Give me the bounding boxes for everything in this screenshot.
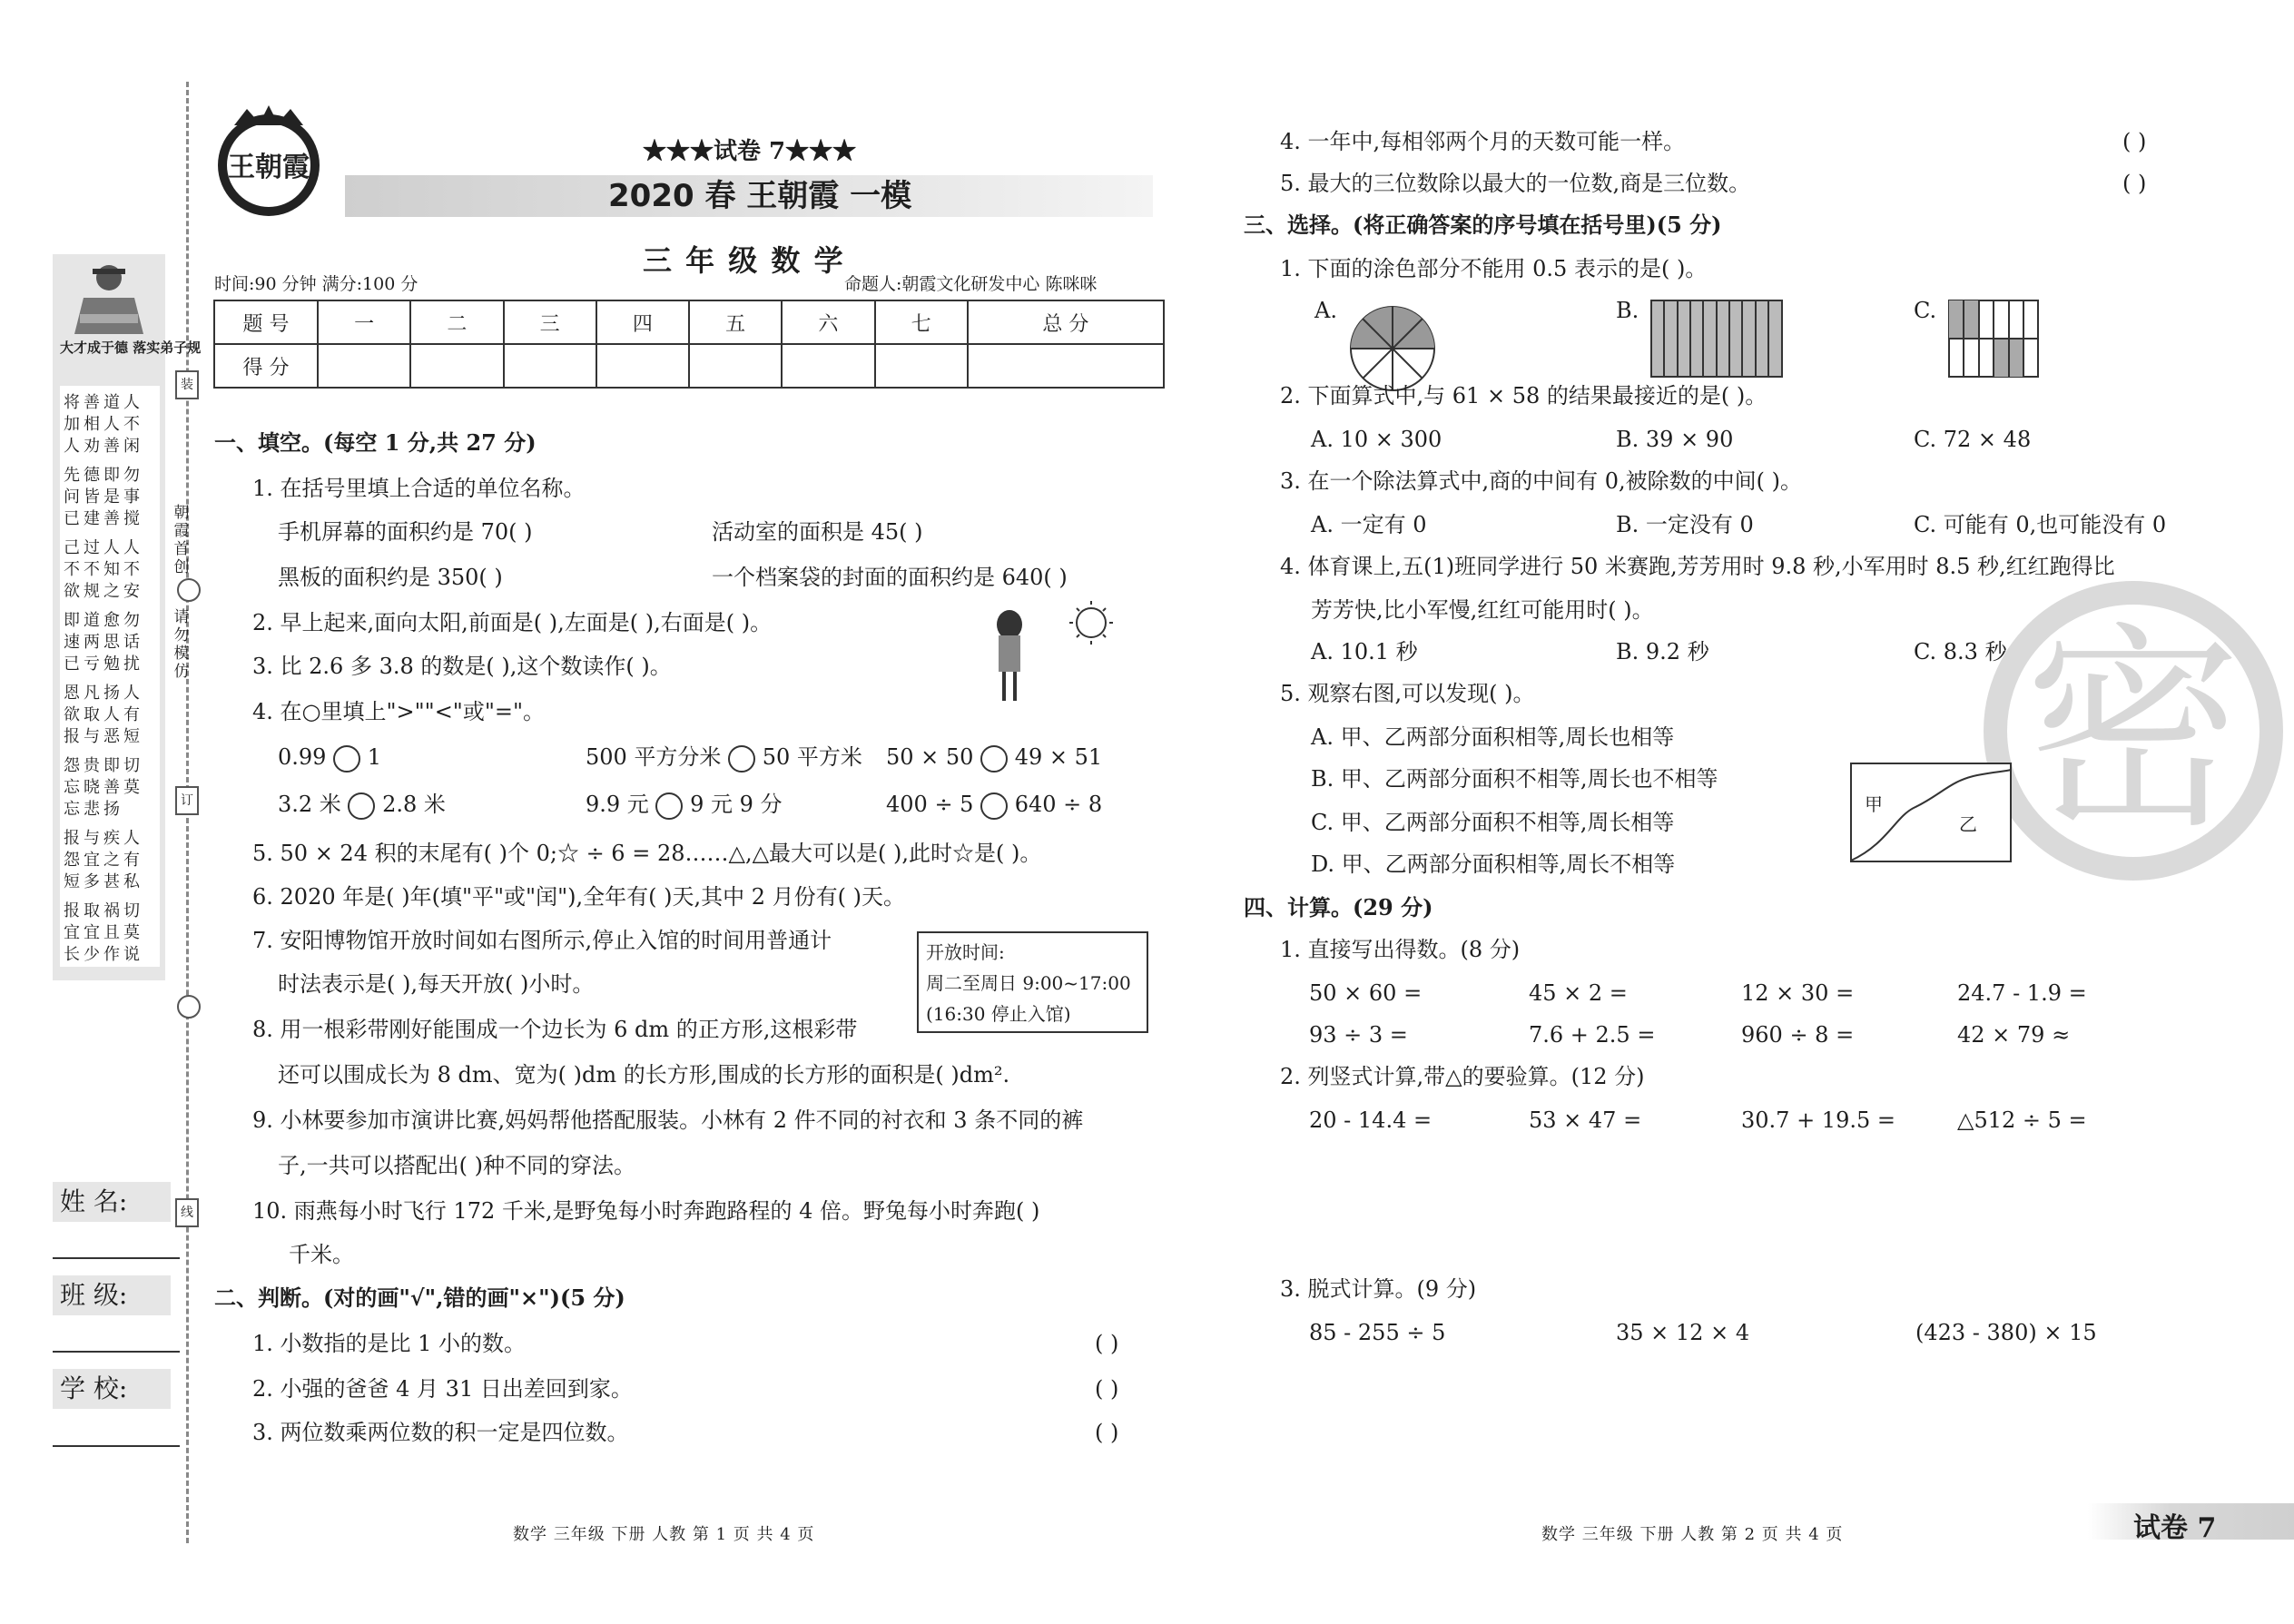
score-header-6: 六: [782, 300, 874, 344]
s1-q10a: 10. 雨燕每小时飞行 172 千米,是野兔每小时奔跑路程的 4 倍。野兔每小时奔跑( ): [252, 1198, 1040, 1224]
s4-p2-c2: 53 × 47 =: [1529, 1107, 1642, 1133]
score-cell[interactable]: [875, 344, 968, 388]
compare-circle-input[interactable]: [348, 792, 375, 820]
score-cell[interactable]: [410, 344, 503, 388]
s1-q1: 1. 在括号里填上合适的单位名称。: [252, 476, 586, 501]
footer-left: 数学 三年级 下册 人教 第 1 页 共 4 页: [513, 1525, 815, 1544]
s1-q7a: 7. 安阳博物馆开放时间如右图所示,停止入馆的时间用普通计: [252, 928, 832, 953]
s4-p1-r1-c2: 45 × 2 =: [1529, 980, 1628, 1006]
s3-q5-opt-c: C. 甲、乙两部分面积不相等,周长相等: [1311, 810, 1675, 835]
proverb-block: 将善道人加相人不人劝善闲: [64, 393, 143, 456]
s1-q5: 5. 50 × 24 积的末尾有( )个 0;☆ ÷ 6 = 28……△,△最大可以是( ),此时☆是( )。: [252, 841, 1042, 866]
score-header-7: 七: [875, 300, 968, 344]
s1-q4a: 0.99 1: [278, 743, 381, 773]
school-line[interactable]: [53, 1445, 180, 1447]
brand-logo-icon: [207, 98, 330, 221]
time-info: 时间:90 分钟 满分:100 分: [214, 274, 418, 294]
s2-q5: 5. 最大的三位数除以最大的一位数,商是三位数。: [1280, 171, 1751, 196]
proverb-block: 报与疾人怨宜之有短多甚私: [64, 829, 143, 891]
score-cell[interactable]: [782, 344, 874, 388]
s3-q4a: 4. 体育课上,五(1)班同学进行 50 米赛跑,芳芳用时 9.8 秒,小军用时 8.5 秒,红红跑得比: [1280, 554, 2115, 579]
bar-fraction-figure: [1650, 300, 1783, 378]
author-info: 命题人:朝霞文化研发中心 陈咪咪: [844, 274, 1098, 294]
s3-q1-opt-b: B.: [1616, 298, 1639, 323]
s4-p2-c3: 30.7 + 19.5 =: [1741, 1107, 1895, 1133]
s4-p1: 1. 直接写出得数。(8 分): [1280, 937, 1521, 962]
exam-title: 2020 春 王朝霞 一模: [608, 178, 912, 214]
s1-q4b: 500 平方分米 50 平方米: [586, 743, 862, 773]
s4-p1-r1-c3: 12 × 30 =: [1741, 980, 1855, 1006]
score-cell[interactable]: [968, 344, 1164, 388]
score-header-4: 四: [596, 300, 689, 344]
s3-q1: 1. 下面的涂色部分不能用 0.5 表示的是( )。: [1280, 256, 1708, 281]
hours-line-3: (16:30 停止入馆): [926, 1003, 1071, 1025]
s3-q2-opt-a: A. 10 × 300: [1311, 427, 1442, 452]
figure-label-jia: 甲: [1865, 793, 1883, 815]
binding-mark-2: 订: [175, 786, 199, 815]
proverb-block: 先德即勿问皆是事已建善搅: [64, 466, 143, 528]
class-line[interactable]: [53, 1351, 180, 1353]
name-line[interactable]: [53, 1257, 180, 1259]
proverb-block: 怨贵即切忘晓善莫忘悲扬: [64, 756, 143, 819]
s4-p1-r2-c2: 7.6 + 2.5 =: [1529, 1022, 1656, 1048]
s1-q7b: 时法表示是( ),每天开放( )小时。: [278, 971, 595, 997]
s1-q9a: 9. 小林要参加市演讲比赛,妈妈帮他搭配服装。小林有 2 件不同的衬衣和 3 条不同的裤: [252, 1107, 1084, 1133]
s1-q4e: 9.9 元 9 元 9 分: [586, 790, 783, 820]
s4-p1-r1-c4: 24.7 - 1.9 =: [1957, 980, 2087, 1006]
s1-q9b: 子,一共可以搭配出( )种不同的穿法。: [278, 1153, 635, 1178]
s3-q1-opt-a: A.: [1314, 298, 1337, 323]
s1-q4d: 3.2 米 2.8 米: [278, 790, 446, 820]
binding-mark-3: 线: [175, 1198, 199, 1227]
s3-q2-opt-c: C. 72 × 48: [1914, 427, 2032, 452]
s2-q1: 1. 小数指的是比 1 小的数。: [252, 1331, 527, 1356]
confidential-watermark-char: 密: [2023, 604, 2242, 858]
s1-q4: 4. 在○里填上">""<"或"="。: [252, 699, 546, 724]
s3-q4-opt-b: B. 9.2 秒: [1616, 639, 1709, 664]
compare-circle-input[interactable]: [333, 745, 360, 773]
paper-number: ★★★试卷 7★★★: [643, 138, 857, 165]
s3-q2: 2. 下面算式中,与 61 × 58 的结果最接近的是( )。: [1280, 383, 1767, 408]
s1-q2: 2. 早上起来,面向太阳,前面是( ),左面是( ),右面是( )。: [252, 610, 773, 635]
s3-q4-opt-c: C. 8.3 秒: [1914, 639, 2007, 664]
school-label: 学 校:: [53, 1369, 171, 1409]
score-cell[interactable]: [689, 344, 782, 388]
s1-q8a: 8. 用一根彩带刚好能围成一个边长为 6 dm 的正方形,这根彩带: [252, 1017, 858, 1042]
cut-note-1: 朝霞首创: [173, 504, 190, 576]
s3-q5-opt-d: D. 甲、乙两部分面积相等,周长不相等: [1311, 851, 1676, 877]
footer-right: 数学 三年级 下册 人教 第 2 页 共 4 页: [1541, 1525, 1844, 1544]
score-row-label: 得 分: [214, 344, 318, 388]
proverb-block: 即道愈勿速两思话已亏勉扰: [64, 611, 143, 674]
s4-p1-r2-c1: 93 ÷ 3 =: [1309, 1022, 1408, 1048]
score-cell[interactable]: [596, 344, 689, 388]
section2-title: 二、判断。(对的画"√",错的画"×")(5 分): [214, 1284, 625, 1311]
section1-title: 一、填空。(每空 1 分,共 27 分): [214, 429, 537, 456]
score-cell[interactable]: [504, 344, 596, 388]
binding-mark-1: 装: [175, 370, 199, 399]
s1-q1d: 一个档案袋的封面的面积约是 640( ): [712, 565, 1068, 590]
hours-line-1: 开放时间:: [926, 941, 1005, 963]
cut-note-2: 请勿模仿: [173, 608, 190, 681]
s2-q3: 3. 两位数乘两位数的积一定是四位数。: [252, 1420, 629, 1445]
s1-q3: 3. 比 2.6 多 3.8 的数是( ),这个数读作( )。: [252, 654, 672, 679]
motto: 大才成于德 落实弟子规: [60, 340, 202, 356]
section4-title: 四、计算。(29 分): [1244, 894, 1433, 920]
s4-p1-r2-c3: 960 ÷ 8 =: [1741, 1022, 1855, 1048]
compare-circle-input[interactable]: [980, 792, 1008, 820]
s4-p3-c1: 85 - 255 ÷ 5: [1309, 1320, 1446, 1345]
s2-q4-paren[interactable]: ( ): [2122, 129, 2147, 154]
s3-q3-opt-a: A. 一定有 0: [1311, 512, 1427, 537]
proverb-block: 恩凡扬人欲取人有报与恶短: [64, 684, 143, 746]
s3-q5: 5. 观察右图,可以发现( )。: [1280, 681, 1535, 706]
s3-q3-opt-b: B. 一定没有 0: [1616, 512, 1754, 537]
s2-q4: 4. 一年中,每相邻两个月的天数可能一样。: [1280, 129, 1686, 154]
s4-p2: 2. 列竖式计算,带△的要验算。(12 分): [1280, 1064, 1645, 1089]
s4-p3-c2: 35 × 12 × 4: [1616, 1320, 1750, 1345]
s4-p3: 3. 脱式计算。(9 分): [1280, 1276, 1477, 1302]
score-header-1: 一: [318, 300, 410, 344]
compare-circle-input[interactable]: [980, 745, 1008, 773]
hole-1: [177, 578, 201, 602]
score-header-label: 题 号: [214, 300, 318, 344]
girl-sun-illustration: [989, 599, 1117, 708]
scholar-illustration: [62, 261, 156, 336]
s3-q3-opt-c: C. 可能有 0,也可能没有 0: [1914, 512, 2167, 537]
score-cell[interactable]: [318, 344, 410, 388]
s1-q6: 6. 2020 年是( )年(填"平"或"闰"),全年有( )天,其中 2 月份有( )天。: [252, 884, 905, 910]
s1-q4f: 400 ÷ 5 640 ÷ 8: [886, 790, 1102, 820]
s4-p2-c4: △512 ÷ 5 =: [1957, 1107, 2087, 1133]
name-label: 姓 名:: [53, 1182, 171, 1222]
s1-q1b: 活动室的面积是 45( ): [712, 519, 923, 545]
score-header-3: 三: [504, 300, 596, 344]
compare-circle-input[interactable]: [655, 792, 683, 820]
compare-circle-input[interactable]: [728, 745, 755, 773]
proverb-block: 报取祸切宜宜且莫长少作说: [64, 901, 143, 964]
svg-text:王朝霞: 王朝霞: [228, 152, 310, 183]
s2-q3-paren[interactable]: ( ): [1095, 1420, 1119, 1445]
s4-p1-r2-c4: 42 × 79 ≈: [1957, 1022, 2071, 1048]
class-label: 班 级:: [53, 1275, 171, 1315]
figure-label-yi: 乙: [1959, 813, 1977, 835]
s1-q1a: 手机屏幕的面积约是 70( ): [278, 519, 533, 545]
s1-q1c: 黑板的面积约是 350( ): [278, 565, 503, 590]
footer-badge: 试卷 7: [2133, 1512, 2217, 1544]
score-header-total: 总 分: [968, 300, 1164, 344]
s2-q1-paren[interactable]: ( ): [1095, 1331, 1119, 1356]
score-header-5: 五: [689, 300, 782, 344]
s3-q4b: 芳芳快,比小军慢,红红可能用时( )。: [1311, 597, 1654, 623]
s3-q5-opt-b: B. 甲、乙两部分面积不相等,周长也不相等: [1311, 766, 1718, 792]
score-table: [213, 300, 1165, 389]
subject-title: 三 年 级 数 学: [643, 243, 845, 278]
grid-fraction-figure: [1948, 300, 2039, 378]
score-header-2: 二: [410, 300, 503, 344]
s3-q3: 3. 在一个除法算式中,商的中间有 0,被除数的中间( )。: [1280, 468, 1803, 494]
s1-q4c: 50 × 50 49 × 51: [886, 743, 1102, 773]
s4-p2-c1: 20 - 14.4 =: [1309, 1107, 1433, 1133]
section3-title: 三、选择。(将正确答案的序号填在括号里)(5 分): [1244, 212, 1722, 238]
s4-p1-r1-c1: 50 × 60 =: [1309, 980, 1423, 1006]
hours-line-2: 周二至周日 9:00~17:00: [926, 972, 1131, 994]
s4-p3-c3: (423 - 380) × 15: [1915, 1320, 2097, 1345]
hole-2: [177, 995, 201, 1019]
s2-q5-paren[interactable]: ( ): [2122, 171, 2147, 196]
s2-q2: 2. 小强的爸爸 4 月 31 日出差回到家。: [252, 1376, 633, 1402]
proverb-block: 己过人人不不知不欲规之安: [64, 538, 143, 601]
s3-q2-opt-b: B. 39 × 90: [1616, 427, 1734, 452]
circle-fraction-figure: [1347, 303, 1438, 394]
s3-q5-opt-a: A. 甲、乙两部分面积相等,周长也相等: [1311, 724, 1675, 750]
s3-q1-opt-c: C.: [1914, 298, 1937, 323]
opening-hours-box: [917, 931, 1148, 1033]
s1-q8b: 还可以围成长为 8 dm、宽为( )dm 的长方形,围成的长方形的面积是( )dm².: [278, 1062, 1010, 1088]
s2-q2-paren[interactable]: ( ): [1095, 1376, 1119, 1402]
s3-q4-opt-a: A. 10.1 秒: [1311, 639, 1418, 664]
s1-q10b: 千米。: [289, 1242, 354, 1267]
